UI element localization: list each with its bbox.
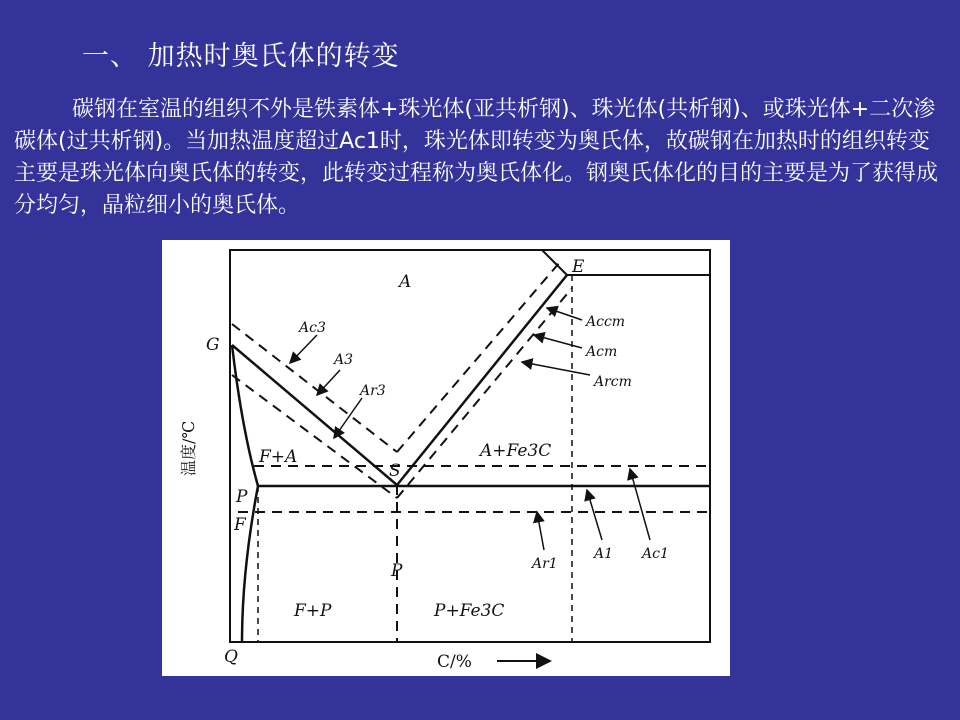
ac1-label: Ac1: [642, 546, 669, 562]
slide-paragraph: 碳钢在室温的组织不外是铁素体+珠光体(亚共析钢)、珠光体(共析钢)、或珠光体+二次渗碳体(过共析钢)。当加热温度超过Ac1时，珠光体即转变为奥氏体，故碳钢在加热时的组织转变主要是珠光体向奥氏体的转变，此转变过程称为奥氏体化。钢奥氏体化的目的主要是为了获得成分均匀，晶粒细小的奥氏体。: [14, 97, 939, 218]
point-e-label: E: [572, 257, 585, 277]
a3-leader: [317, 370, 340, 395]
slide-title: 一、 加热时奥氏体的转变: [82, 41, 400, 72]
gs-line: [232, 345, 397, 485]
region-f-a-label: F+A: [259, 447, 298, 467]
acm-label: Acm: [586, 344, 618, 360]
ar1-leader: [537, 512, 544, 550]
region-p-fe3c-label: P+Fe3C: [434, 601, 505, 621]
arcm-leader: [522, 362, 590, 375]
arcm-label: Arcm: [594, 374, 632, 390]
acm-leader: [534, 335, 582, 348]
ac1-leader: [630, 469, 650, 540]
a3-label: A3: [334, 352, 354, 368]
accm-leader: [547, 308, 582, 320]
pq-curve: [242, 486, 258, 642]
ac3-leader: [290, 335, 317, 363]
region-f-p-label: F+P: [294, 601, 332, 621]
point-q-label: Q: [224, 647, 238, 667]
region-a-fe3c-label: A+Fe3C: [480, 441, 552, 461]
x-axis-label: C/%: [437, 652, 472, 672]
y-axis-label: 温度/℃: [179, 420, 198, 476]
point-s-label: S: [389, 461, 401, 481]
point-p-lower-label: P: [391, 561, 403, 581]
ar1-label: Ar1: [532, 556, 558, 572]
a1-label: A1: [594, 546, 614, 562]
point-p-label: P: [236, 487, 248, 507]
point-g-label: G: [206, 335, 220, 355]
ar3-label: Ar3: [360, 383, 386, 399]
accm-label: Accm: [586, 314, 626, 330]
accm-line: [397, 262, 560, 452]
diagram-frame: [230, 250, 710, 642]
ac3-label: Ac3: [299, 320, 326, 336]
notch-line: [542, 250, 567, 275]
a1-leader: [587, 490, 602, 540]
gp-curve: [232, 345, 258, 486]
ar3-leader: [334, 398, 362, 438]
point-f-label: F: [234, 515, 246, 535]
region-austenite-label: A: [399, 272, 412, 292]
iron-carbon-diagram: [162, 240, 730, 676]
